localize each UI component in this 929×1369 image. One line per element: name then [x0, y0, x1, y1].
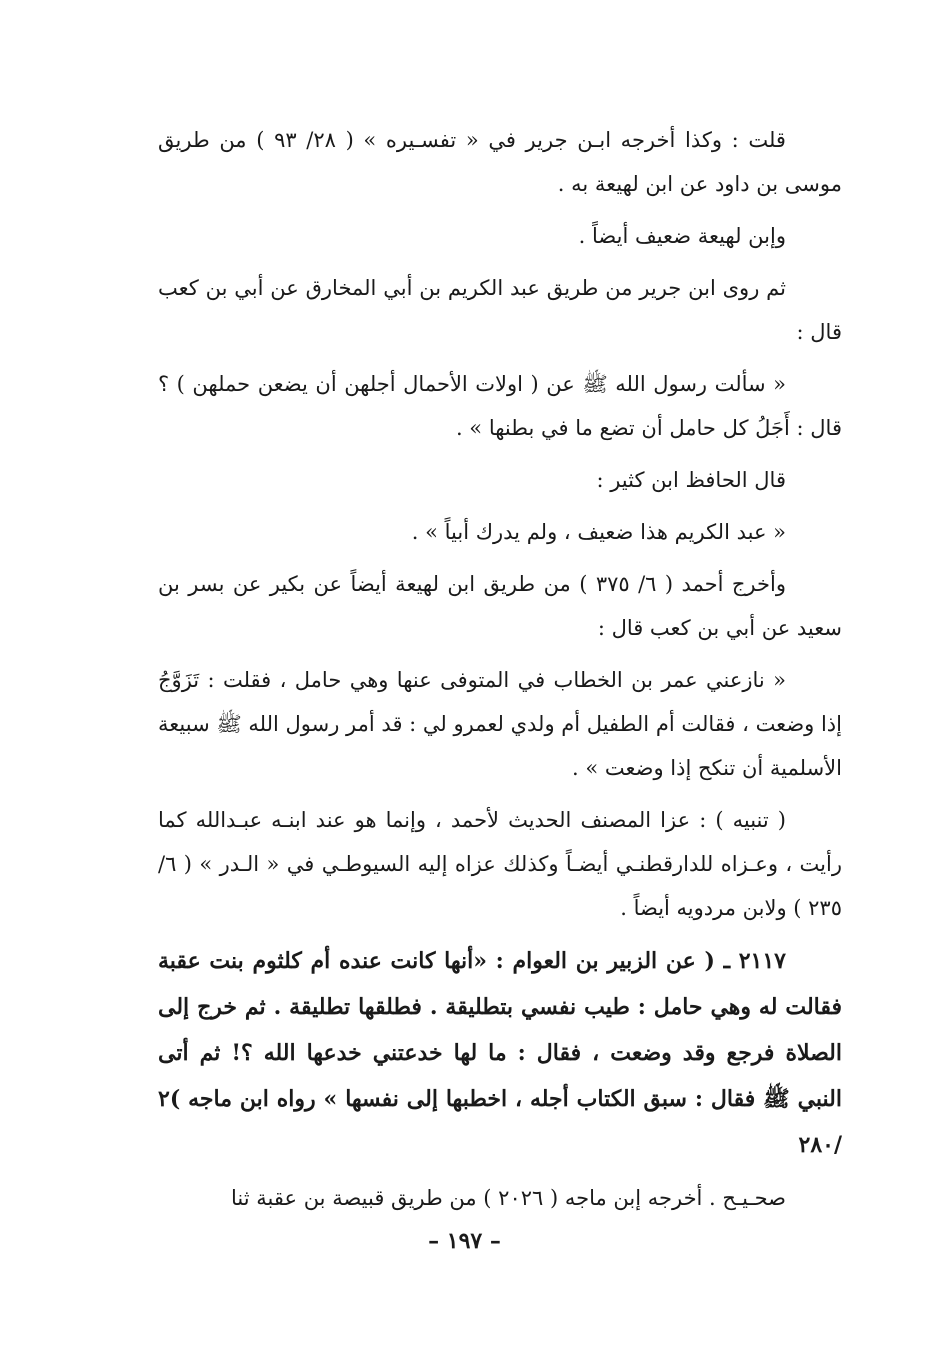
paragraph-ibn-kathir-said: قال الحافظ ابن كثير :	[596, 468, 786, 492]
paragraph-abd-al-karim-weak: « عبد الكريم هذا ضعيف ، ولم يدرك أبياً » .	[411, 520, 786, 544]
paragraph-ibn-lahia-weak: وإبن لهيعة ضعيف أيضاً .	[578, 224, 786, 248]
paragraph-tanbih-note: ( تنبيه ) : عزا المصنف الحديث لأحمد ، وإنما هو عند ابنـه عبـدالله كما رأيت ، وعـزاه للدارقطنـي أيضـاً وكذلك عزاه إليه السيوطـي في « الـدر » ( ٦/ ٢٣٥ ) ولابن مردويه أيضاً .	[158, 808, 842, 920]
paragraph-qult-ibn-jarir: قلت : وكذا أخرجه ابـن جرير في « تفسـيره » ( ٢٨/ ٩٣ ) من طريق موسى بن داود عن ابن لهيعة به .	[158, 128, 842, 196]
paragraph-hadith-2117: ٢١١٧ ـ ( عن الزبير بن العوام : «أنها كانت عنده أم كلثوم بنت عقبة فقالت له وهي حامل : طيب نفسي بتطليقة . فطلقها تطليقة . ثم خرج إلى الصلاة فرجع وقد وضعت ، فقال : ما لها خدعتني خدعها الله ؟! ثم أتى النبي ﷺ فقال : سبق الكتاب أجله ، اخطبها إلى نفسها » رواه ابن ماجه )٢ /٢٨٠	[158, 948, 842, 1158]
paragraph-hadith-quote-ajal: « سألت رسول الله ﷺ عن ( اولات الأحمال أجلهن أن يضعن حملهن ) ؟ قال : أَجَلُ كل حامل أن تضع ما في بطنها » .	[158, 372, 842, 440]
paragraph-ahmad-narration: وأخرج أحمد ( ٦/ ٣٧٥ ) من طريق ابن لهيعة أيضاً عن بكير عن بسر بن سعيد عن أبي بن كعب قال :	[158, 572, 842, 640]
document-body	[158, 118, 842, 1228]
paragraph-umar-dispute-quote: « نازعني عمر بن الخطاب في المتوفى عنها وهي حامل ، فقلت : تَزَوَّجُ إذا وضعت ، فقالت أم الطفيل أم ولدي لعمرو لي : قد أمر رسول الله ﷺ سبيعة الأسلمية أن تنكح إذا وضعت » .	[158, 668, 842, 780]
paragraph-sahih-grading: صحـيـح . أخرجه إبن ماجه ( ٢٠٢٦ ) من طريق قبيصة بن عقبة ثنا	[231, 1186, 786, 1210]
page-number: – ١٩٧ –	[428, 1228, 501, 1254]
paragraph-abd-al-karim-chain: ثم روى ابن جرير من طريق عبد الكريم بن أبي المخارق عن أبي بن كعب قال :	[158, 276, 842, 344]
